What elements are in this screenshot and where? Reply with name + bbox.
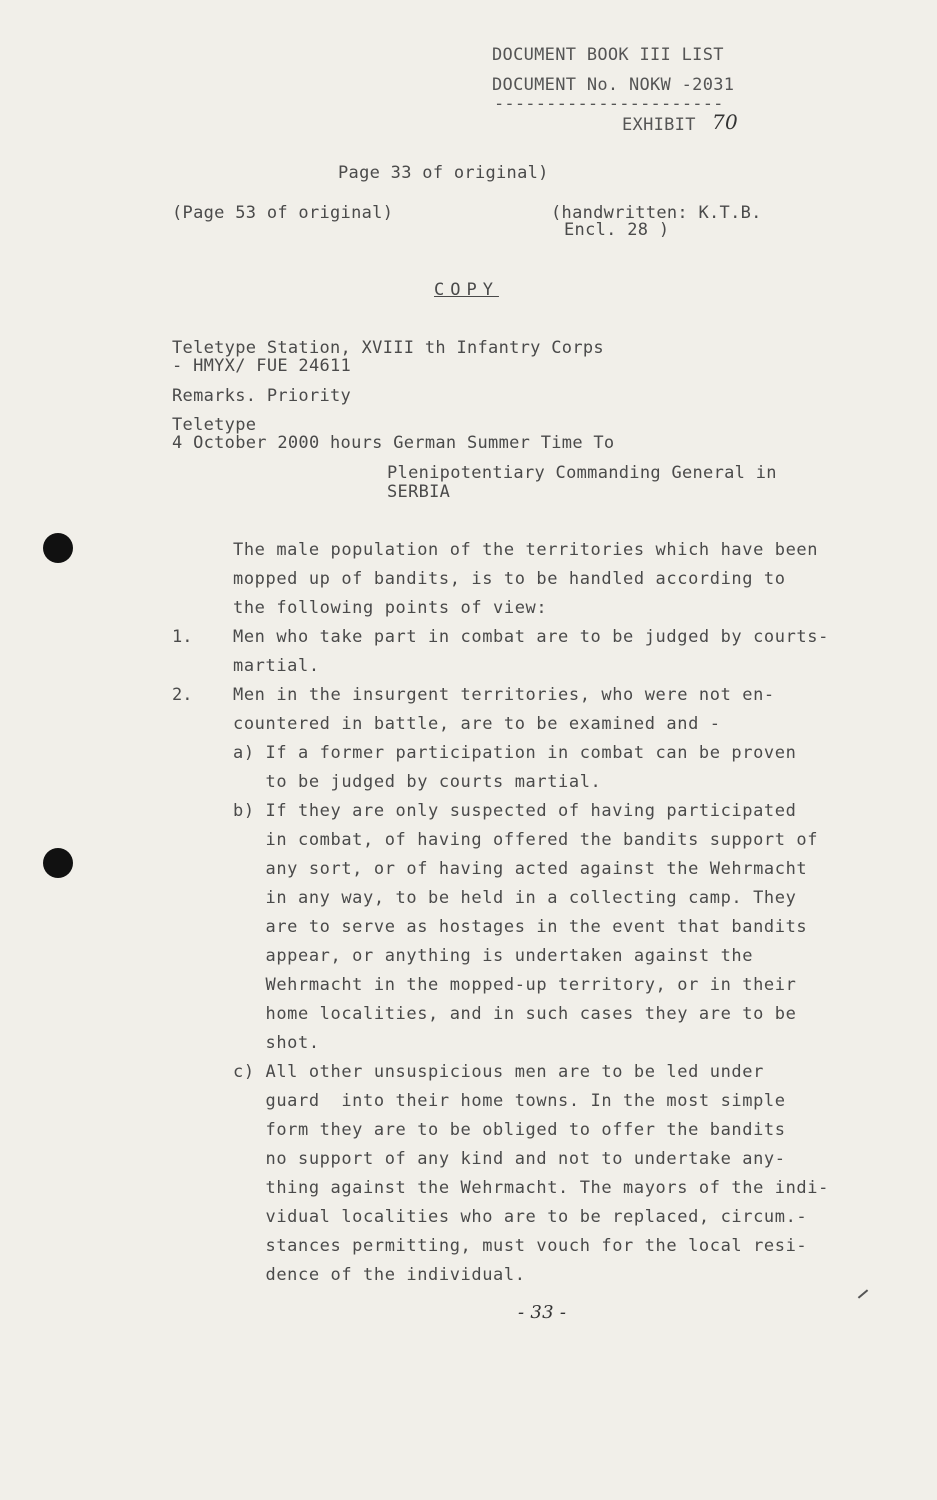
document-number-line: DOCUMENT No. NOKW -2031 [492,75,735,95]
intro-line: The male population of the territories which have been [233,540,819,560]
subitem-c-line: thing against the Wehrmacht. The mayors of the indi- [233,1178,829,1198]
copy-title: COPY [434,280,499,300]
remarks-line: Remarks. Priority [172,386,352,406]
exhibit-label: EXHIBIT [622,115,696,135]
item1-line: Men who take part in combat are to be judged by courts- [233,627,829,647]
teletype-station-line: Teletype Station, XVIII th Infantry Corps [172,338,604,358]
recipient-line2: SERBIA [387,482,451,502]
subitem-c-line: stances permitting, must vouch for the local resi- [233,1236,808,1256]
page-number: - 33 - [518,1302,567,1323]
document-book-line: DOCUMENT BOOK III LIST [492,45,724,65]
subitem-c-line: vidual localities who are to be replaced, circum.- [233,1207,808,1227]
subitem-b-line: in any way, to be held in a collecting camp. They [233,888,797,908]
pencil-mark [858,1289,868,1298]
subitem-b-line: b) If they are only suspected of having participated [233,801,797,821]
header-separator: ---------------------- [494,94,724,114]
date-line: 4 October 2000 hours German Summer Time To [172,433,615,453]
handwritten-note-line1: (handwritten: K.T.B. [551,203,762,223]
item-number: 1. [172,627,193,647]
recipient-line1: Plenipotentiary Commanding General in [387,463,777,483]
teletype-code-line: - HMYX/ FUE 24611 [172,356,352,376]
subitem-b-line: are to serve as hostages in the event that bandits [233,917,808,937]
subitem-c-line: no support of any kind and not to undertake any- [233,1149,786,1169]
subitem-c-line: dence of the individual. [233,1265,526,1285]
page-ref-left: (Page 53 of original) [172,203,394,223]
handwritten-note-line2: Encl. 28 ) [564,220,670,240]
subitem-b-line: in combat, of having offered the bandits support of [233,830,819,850]
subitem-b-line: shot. [233,1033,320,1053]
item1-line: martial. [233,656,320,676]
subitem-c-line: guard into their home towns. In the most simple [233,1091,786,1111]
page-ref-top: Page 33 of original) [338,163,549,183]
subitem-b-line: any sort, or of having acted against the Wehrmacht [233,859,808,879]
intro-line: mopped up of bandits, is to be handled according to [233,569,786,589]
subitem-b-line: home localities, and in such cases they are to be [233,1004,797,1024]
subitem-c-line: form they are to be obliged to offer the bandits [233,1120,786,1140]
punch-hole-bottom [43,848,73,878]
intro-line: the following points of view: [233,598,548,618]
subitem-c-line: c) All other unsuspicious men are to be led under [233,1062,764,1082]
punch-hole-top [43,533,73,563]
subitem-b-line: appear, or anything is undertaken against the [233,946,754,966]
item-number: 2. [172,685,193,705]
subitem-b-line: Wehrmacht in the mopped-up territory, or in their [233,975,797,995]
subitem-a-line: a) If a former participation in combat can be proven [233,743,797,763]
item2-line: countered in battle, are to be examined and - [233,714,721,734]
subitem-a-line: to be judged by courts martial. [233,772,602,792]
exhibit-number-handwritten: 70 [712,110,739,134]
teletype-label: Teletype [172,415,257,435]
item2-line: Men in the insurgent territories, who were not en- [233,685,775,705]
